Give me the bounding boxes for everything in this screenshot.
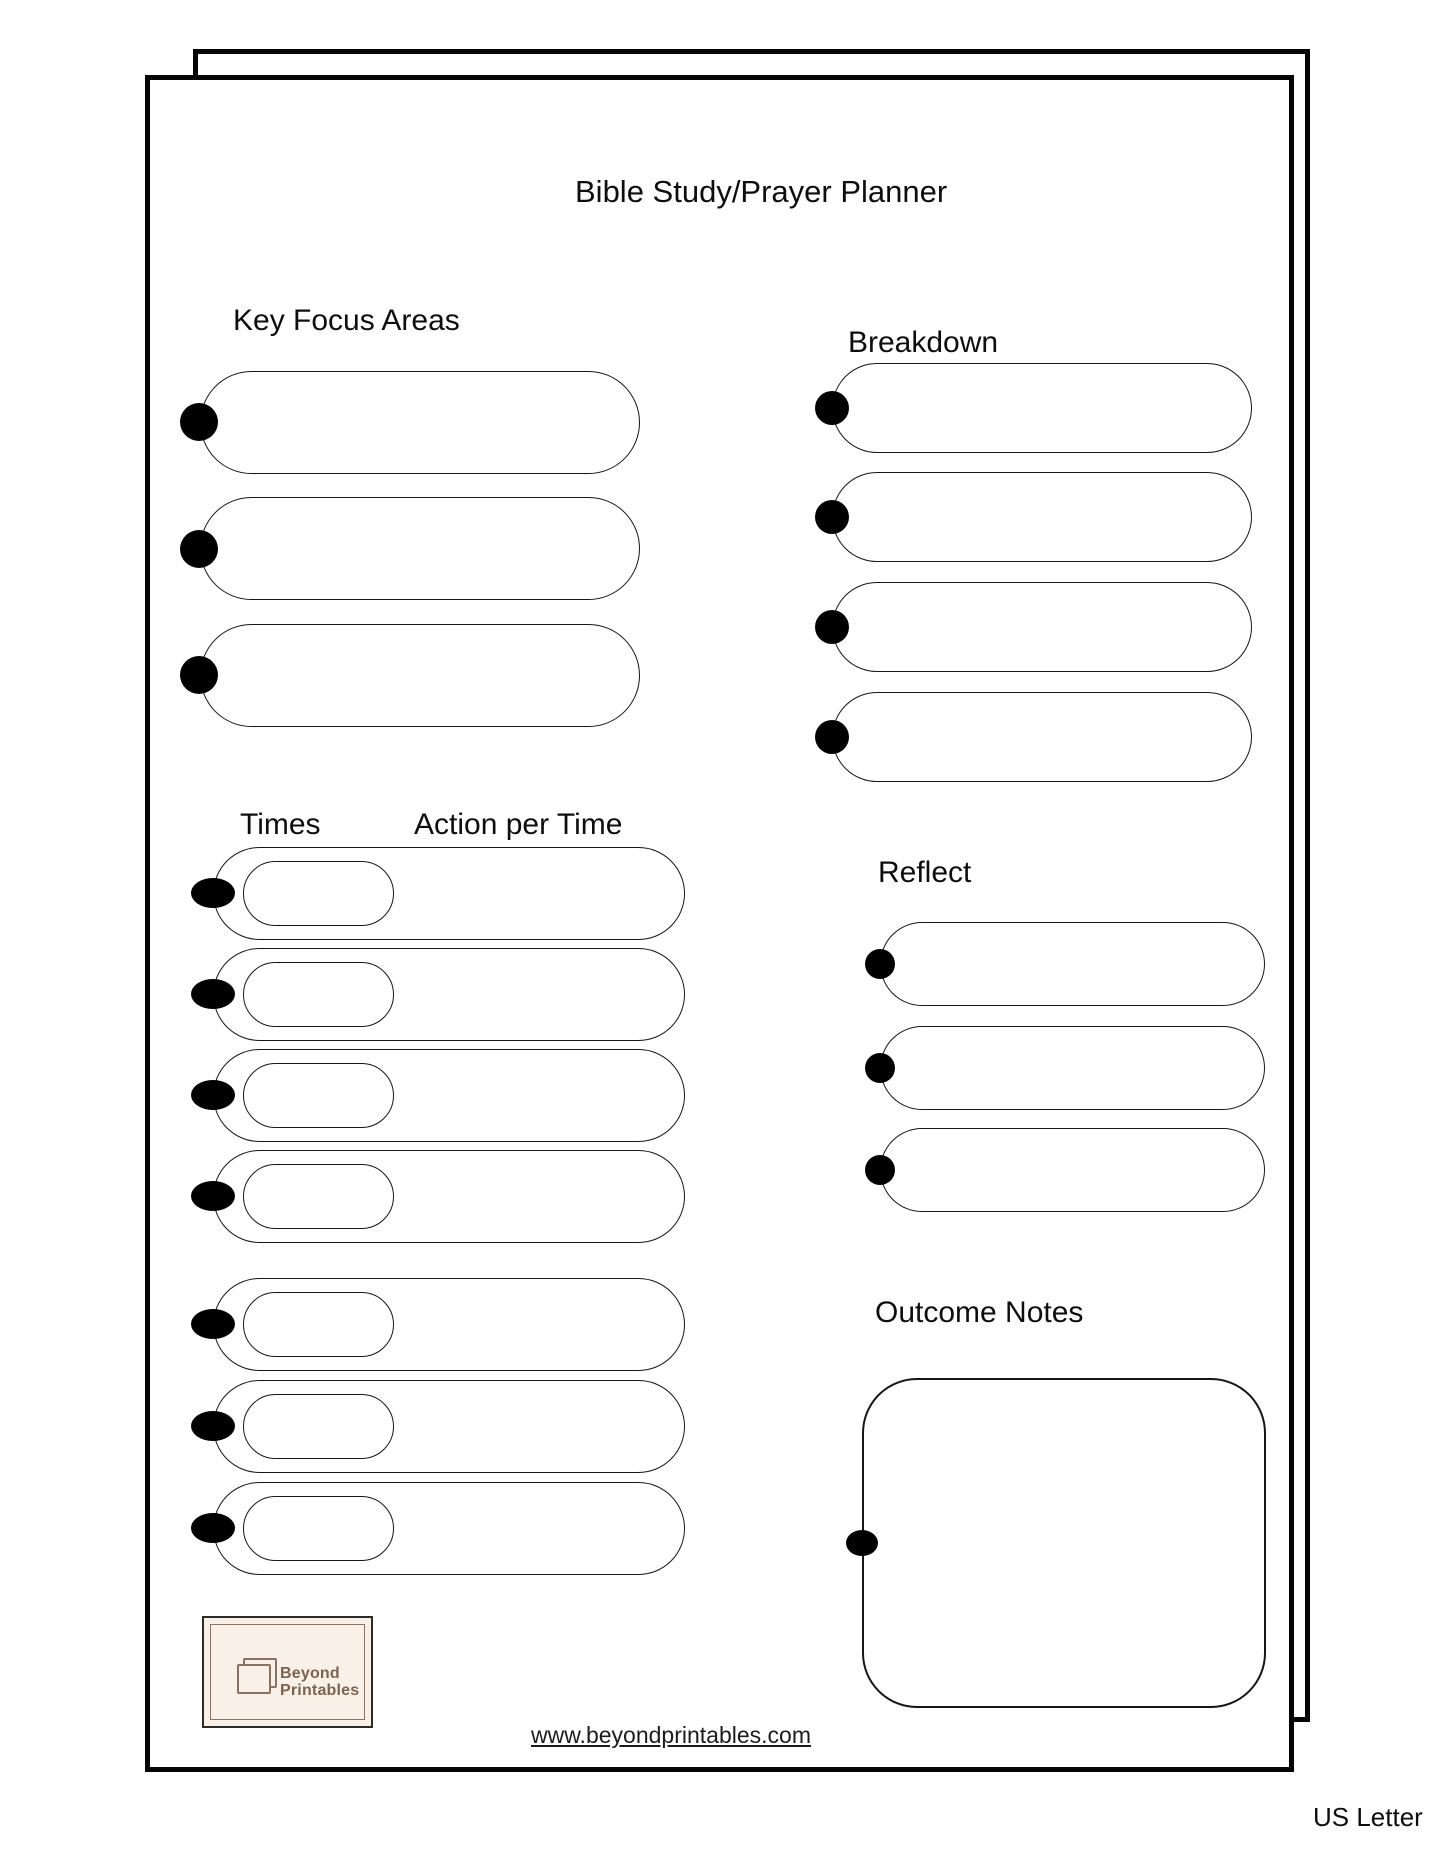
pages-icon	[237, 1664, 271, 1694]
outcome-notes-label: Outcome Notes	[875, 1296, 1084, 1329]
logo-line2: Printables	[280, 1682, 360, 1699]
bullet-dot	[865, 1053, 895, 1083]
logo-line1: Beyond	[280, 1665, 340, 1682]
page-size-label: US Letter	[1313, 1802, 1423, 1832]
bullet-dot	[865, 1155, 895, 1185]
reflect-field[interactable]	[880, 922, 1265, 1006]
time-field[interactable]	[243, 1063, 394, 1128]
time-field[interactable]	[243, 1292, 394, 1357]
breakdown-field[interactable]	[832, 472, 1252, 562]
action-per-time-label: Action per Time	[414, 808, 623, 841]
bullet-dot	[180, 656, 218, 694]
breakdown-label: Breakdown	[848, 326, 999, 359]
times-label: Times	[240, 808, 321, 841]
bullet-dot	[191, 878, 235, 908]
time-field[interactable]	[243, 1496, 394, 1561]
time-field[interactable]	[243, 1164, 394, 1229]
logo-text	[280, 1665, 359, 1699]
key-focus-areas-label: Key Focus Areas	[233, 304, 460, 337]
bullet-dot	[191, 1411, 235, 1441]
reflect-label: Reflect	[878, 856, 972, 889]
bullet-dot	[191, 1080, 235, 1110]
bullet-dot	[815, 610, 849, 644]
breakdown-field[interactable]	[832, 692, 1252, 782]
bullet-dot	[865, 949, 895, 979]
breakdown-field[interactable]	[832, 582, 1252, 672]
logo-badge	[202, 1616, 373, 1728]
bullet-dot	[191, 979, 235, 1009]
page-title: Bible Study/Prayer Planner	[575, 174, 948, 209]
bullet-dot	[191, 1181, 235, 1211]
bullet-dot	[180, 530, 218, 568]
key-focus-field[interactable]	[200, 624, 640, 727]
outcome-notes-field[interactable]	[862, 1378, 1266, 1708]
bullet-dot	[815, 720, 849, 754]
bullet-dot	[846, 1530, 878, 1556]
bullet-dot	[815, 391, 849, 425]
time-field[interactable]	[243, 1394, 394, 1459]
bullet-dot	[191, 1513, 235, 1543]
reflect-field[interactable]	[880, 1128, 1265, 1212]
bullet-dot	[191, 1309, 235, 1339]
breakdown-field[interactable]	[832, 363, 1252, 453]
bullet-dot	[815, 500, 849, 534]
website-link[interactable]: www.beyondprintables.com	[531, 1722, 811, 1748]
key-focus-field[interactable]	[200, 371, 640, 474]
time-field[interactable]	[243, 962, 394, 1027]
key-focus-field[interactable]	[200, 497, 640, 600]
bullet-dot	[180, 403, 218, 441]
reflect-field[interactable]	[880, 1026, 1265, 1110]
time-field[interactable]	[243, 861, 394, 926]
